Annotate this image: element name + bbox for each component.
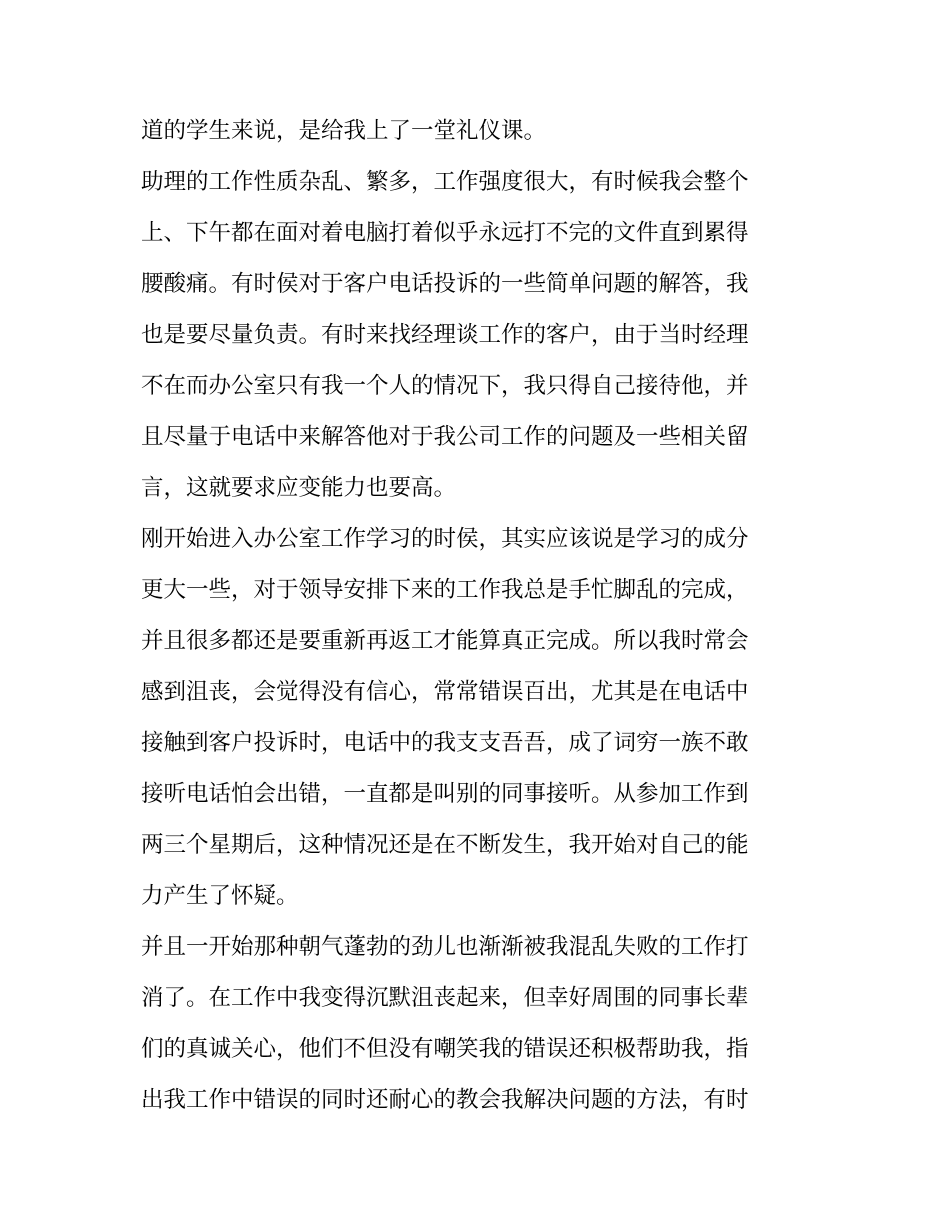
text-line: 并且一开始那种朝气蓬勃的劲儿也渐渐被我混乱失败的工作打	[141, 934, 749, 960]
text-line: 也是要尽量负责。有时来找经理谈工作的客户，由于当时经理	[141, 322, 749, 348]
text-line: 并且很多都还是要重新再返工才能算真正完成。所以我时常会	[141, 628, 749, 654]
text-line: 言，这就要求应变能力也要高。	[141, 475, 457, 501]
text-line: 消了。在工作中我变得沉默沮丧起来，但幸好周围的同事长辈	[141, 985, 749, 1011]
text-line: 道的学生来说，是给我上了一堂礼仪课。	[141, 118, 547, 144]
text-line: 刚开始进入办公室工作学习的时侯，其实应该说是学习的成分	[141, 526, 749, 552]
text-line: 接触到客户投诉时，电话中的我支支吾吾，成了词穷一族不敢	[141, 730, 749, 756]
text-line: 感到沮丧，会觉得没有信心，常常错误百出，尤其是在电话中	[141, 679, 749, 705]
text-line: 更大一些，对于领导安排下来的工作我总是手忙脚乱的完成，	[141, 577, 749, 603]
text-line: 不在而办公室只有我一个人的情况下，我只得自己接待他，并	[141, 373, 749, 399]
text-line: 们的真诚关心，他们不但没有嘲笑我的错误还积极帮助我，指	[141, 1036, 749, 1062]
text-line: 力产生了怀疑。	[141, 883, 299, 909]
text-line: 出我工作中错误的同时还耐心的教会我解决问题的方法，有时	[141, 1087, 749, 1113]
text-line: 上、下午都在面对着电脑打着似乎永远打不完的文件直到累得	[141, 220, 749, 246]
text-line: 助理的工作性质杂乱、繁多，工作强度很大，有时候我会整个	[141, 169, 749, 195]
text-line: 且尽量于电话中来解答他对于我公司工作的问题及一些相关留	[141, 424, 749, 450]
text-line: 腰酸痛。有时侯对于客户电话投诉的一些简单问题的解答，我	[141, 271, 749, 297]
text-line: 两三个星期后，这种情况还是在不断发生，我开始对自己的能	[141, 832, 749, 858]
text-line: 接听电话怕会出错，一直都是叫别的同事接听。从参加工作到	[141, 781, 749, 807]
